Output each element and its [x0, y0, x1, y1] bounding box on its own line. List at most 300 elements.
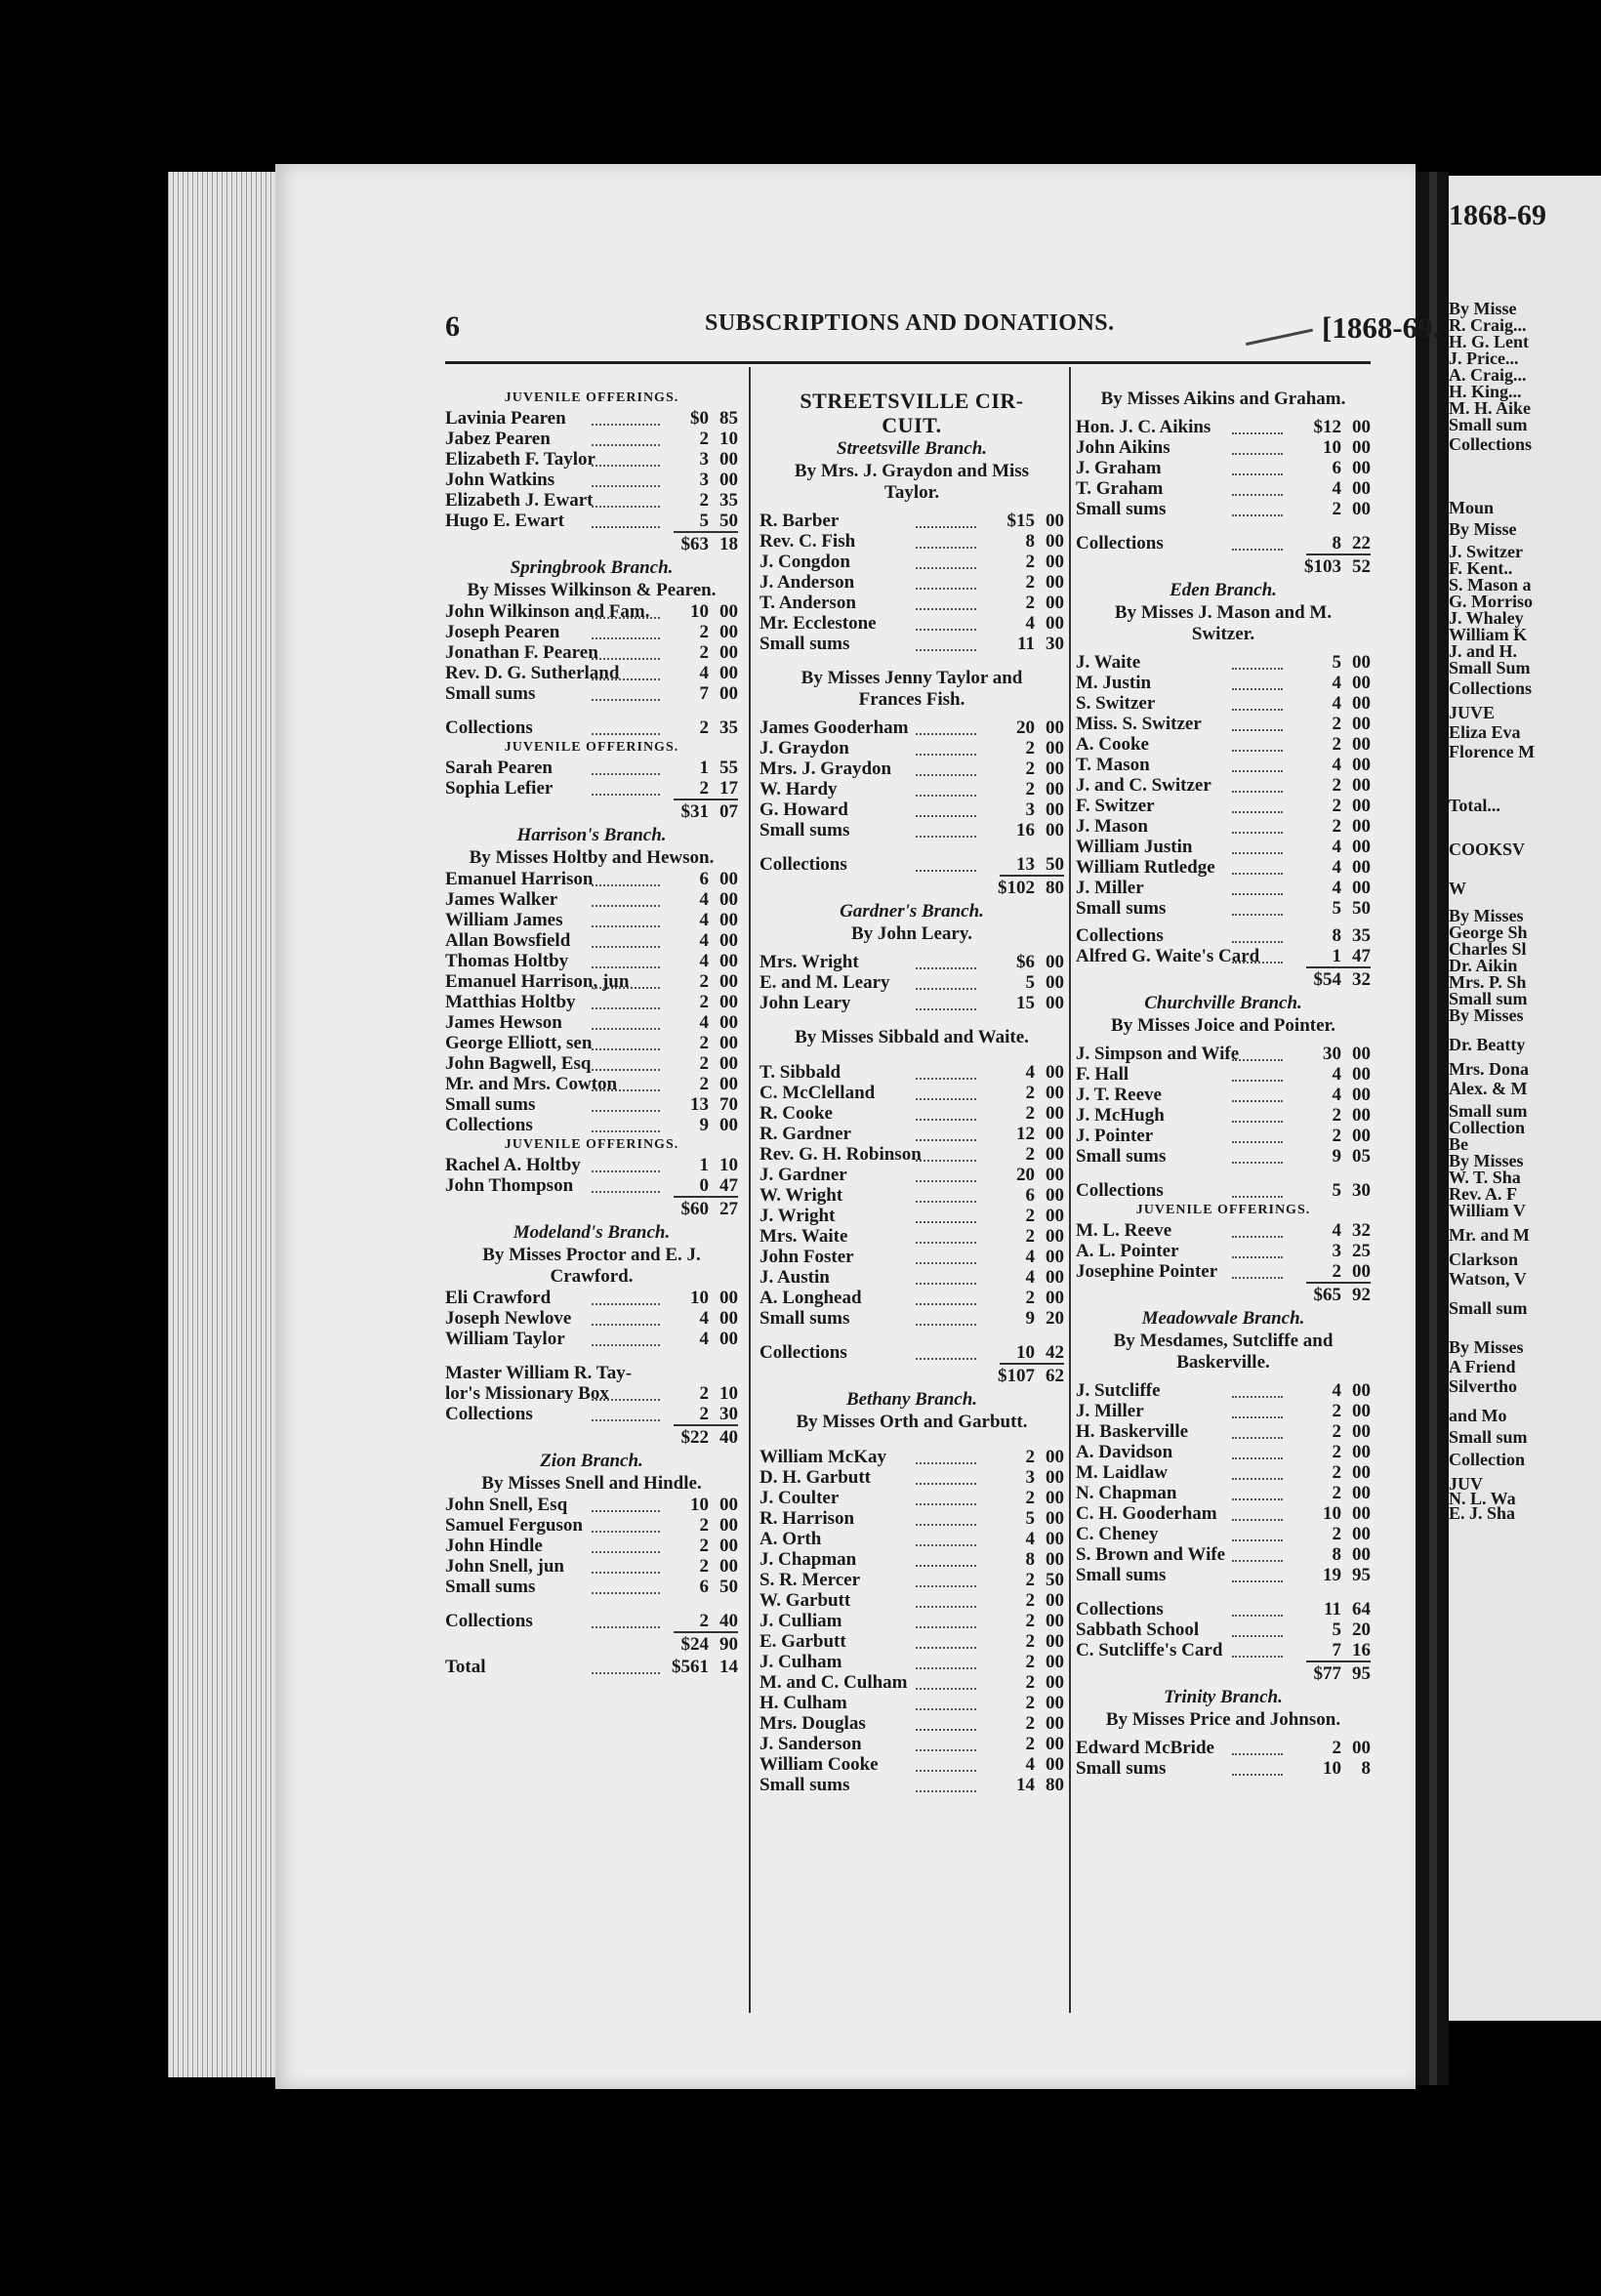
next-page-fragment: Be: [1449, 1134, 1468, 1154]
entry-cents: 00: [1046, 1165, 1064, 1185]
leader-dots: [592, 678, 660, 701]
leader-dots: [916, 506, 976, 528]
entry-dollars: 2: [699, 1033, 709, 1053]
entry-name: John Foster: [759, 1247, 854, 1267]
entry-dollars: 10: [690, 1495, 709, 1515]
subtotal-cents: 52: [1352, 556, 1371, 577]
entry-dollars: 5: [1025, 1508, 1035, 1529]
entry-name: Allan Bowsfield: [445, 930, 571, 951]
entry-row: [1076, 1044, 1371, 1064]
column-divider: [749, 367, 751, 2013]
leader-dots: [592, 1028, 660, 1050]
entry-dollars: 2: [699, 490, 709, 511]
subtotal-cents: 07: [719, 801, 738, 822]
entry-cents: 8: [1361, 1758, 1371, 1779]
leader-dots: [592, 864, 660, 886]
entry-dollars: 4: [699, 663, 709, 683]
leader-dots: [1232, 1539, 1283, 1562]
entry-cents: 00: [1352, 1401, 1371, 1421]
subtotal-cents: 18: [719, 534, 738, 554]
next-page-fragment: Small sum: [1449, 1298, 1528, 1318]
entry-row: [759, 613, 1064, 634]
leader-dots: [916, 1688, 976, 1710]
entry-name: W. Hardy: [759, 779, 838, 800]
entry-name: J. Wright: [759, 1206, 836, 1226]
entry-dollars: 3: [1025, 1467, 1035, 1488]
entry-cents: 00: [1046, 1508, 1064, 1529]
leader-dots: [916, 1647, 976, 1669]
entry-row: [445, 1115, 738, 1135]
entry-cents: 00: [1352, 1738, 1371, 1758]
entry-row: [1076, 1105, 1371, 1126]
entry-name: J. Coulter: [759, 1488, 840, 1508]
leader-dots: [592, 1551, 660, 1574]
entry-name: William McKay: [759, 1447, 886, 1467]
entry-row: [759, 1342, 1064, 1363]
next-page-fragment: Silvertho: [1449, 1376, 1517, 1396]
next-page-fragment: Mrs. P. Sh: [1449, 972, 1527, 992]
entry-row: [759, 1083, 1064, 1103]
entry-dollars: 9: [1332, 1146, 1341, 1167]
entry-dollars: 2: [1025, 572, 1035, 593]
subtotal-dollars: $102: [998, 878, 1035, 898]
next-page-fragment: A Friend: [1449, 1357, 1516, 1376]
entry-row: [445, 778, 738, 799]
leader-dots: [592, 1378, 660, 1401]
entry-name: John Snell, Esq: [445, 1495, 568, 1515]
entry-row: [1076, 1401, 1371, 1421]
next-page-fragment: Total...: [1449, 796, 1500, 815]
leader-dots: [1232, 893, 1283, 916]
entry-dollars: 20: [1016, 718, 1035, 738]
entry-dollars: 6: [1025, 1185, 1035, 1206]
leader-dots: [916, 1565, 976, 1587]
subtotal-cents: 90: [719, 1634, 738, 1655]
entry-name: Small sums: [1076, 898, 1167, 919]
collectors-line: Switzer.: [1191, 624, 1255, 644]
entry-name: Samuel Ferguson: [445, 1515, 583, 1536]
entry-name: James Gooderham: [759, 718, 909, 738]
entry-row: [1076, 775, 1371, 796]
entry-cents: 00: [1046, 1206, 1064, 1226]
entry-cents: 00: [719, 971, 738, 992]
leader-dots: [592, 658, 660, 680]
next-page-fragment: By Misses: [1449, 906, 1524, 925]
leader-dots: [592, 1399, 660, 1421]
entry-row: [759, 1206, 1064, 1226]
entry-row: [1076, 1599, 1371, 1620]
entry-row: [759, 634, 1064, 654]
entry-dollars: 2: [699, 1515, 709, 1536]
entry-row: [1076, 1738, 1371, 1758]
entry-dollars: 2: [1332, 1483, 1341, 1503]
entry-name: Collections: [445, 1611, 533, 1631]
entry-cents: 00: [1046, 972, 1064, 993]
next-page-fragment: JUVE: [1449, 703, 1496, 722]
entry-row: [759, 1103, 1064, 1124]
leader-dots: [592, 596, 660, 619]
entry-row: [759, 1165, 1064, 1185]
next-page-fragment: H. King...: [1449, 382, 1522, 401]
next-page-fragment: G. Morriso: [1449, 592, 1533, 611]
collectors-line: Frances Fish.: [858, 689, 965, 710]
entry-dollars: 2: [699, 971, 709, 992]
leader-dots: [1232, 1498, 1283, 1521]
pen-mark-icon: [1243, 315, 1313, 346]
entry-cents: 00: [1046, 552, 1064, 572]
next-page-fragment: H. G. Lent: [1449, 332, 1530, 351]
subtotal-cents: 95: [1352, 1663, 1371, 1684]
leader-dots: [916, 1483, 976, 1505]
next-page-fragment: William V: [1449, 1201, 1526, 1220]
entry-name: Small sums: [445, 1094, 536, 1115]
entry-row: [445, 1329, 738, 1349]
entry-row: [759, 1754, 1064, 1775]
entry-row: [1076, 1421, 1371, 1442]
leader-dots: [916, 1139, 976, 1162]
entry-name: John Thompson: [445, 1175, 574, 1196]
entry-cents: 35: [1352, 925, 1371, 946]
entry-dollars: 6: [699, 869, 709, 889]
juvenile-heading: JUVENILE OFFERINGS.: [504, 1137, 679, 1152]
entry-name: J. Austin: [759, 1267, 830, 1288]
entry-dollars: 30: [1323, 1044, 1341, 1064]
entry-cents: 00: [1352, 1085, 1371, 1105]
entry-row: [759, 1247, 1064, 1267]
entry-cents: 00: [1046, 1529, 1064, 1549]
next-page-fragment: Collections: [1449, 434, 1532, 454]
subtotal-dollars: $107: [998, 1366, 1035, 1386]
entry-cents: 00: [719, 642, 738, 663]
entry-name: M. Laidlaw: [1076, 1462, 1168, 1483]
subtotal-cents: 27: [719, 1199, 738, 1219]
branch-heading: Zion Branch.: [540, 1451, 643, 1471]
next-page-fragment: Dr. Aikin: [1449, 956, 1518, 975]
entry-name: J. Anderson: [759, 572, 855, 593]
subtotal-dollars: $65: [1313, 1285, 1341, 1305]
entry-dollars: 10: [1323, 1503, 1341, 1524]
entry-name: J. Culham: [759, 1652, 842, 1672]
entry-dollars: 3: [699, 470, 709, 490]
entry-cents: 47: [719, 1175, 738, 1196]
entry-row: [1076, 1640, 1371, 1660]
next-page-fragment: J. Whaley: [1449, 608, 1524, 628]
entry-row: [1076, 1241, 1371, 1261]
entry-row: [759, 1447, 1064, 1467]
entry-name: Mr. and Mrs. Cowton: [445, 1074, 618, 1094]
entry-name: William Justin: [1076, 837, 1193, 857]
subtotal-row: [1076, 1282, 1371, 1307]
entry-name: Mr. Ecclestone: [759, 613, 877, 634]
entry-row: [759, 993, 1064, 1013]
subtotal-dollars: $63: [680, 534, 709, 554]
entry-name: R. Harrison: [759, 1508, 855, 1529]
next-page-fragment: Clarkson: [1449, 1250, 1519, 1269]
entry-name: A. Davidson: [1076, 1442, 1173, 1462]
entry-name: Hugo E. Ewart: [445, 511, 564, 531]
entry-cents: 00: [719, 869, 738, 889]
entry-cents: 00: [1046, 1754, 1064, 1775]
entry-dollars: 2: [1332, 714, 1341, 734]
entry-dollars: 4: [1332, 478, 1341, 499]
next-page-fragment: Collection: [1449, 1450, 1525, 1469]
leader-dots: [1232, 1396, 1283, 1418]
leader-dots: [1232, 1416, 1283, 1439]
next-page-fragment: Watson, V: [1449, 1269, 1527, 1289]
entry-dollars: 2: [1332, 1442, 1341, 1462]
entry-cents: 00: [1046, 758, 1064, 779]
entry-name: Mrs. Waite: [759, 1226, 848, 1247]
entry-dollars: 2: [1025, 1488, 1035, 1508]
leader-dots: [1232, 432, 1283, 455]
collectors-line: By Misses J. Mason and M.: [1114, 602, 1333, 623]
collectors-line: Baskerville.: [1176, 1352, 1270, 1373]
entry-dollars: 2: [699, 778, 709, 799]
entry-dollars: 2: [699, 1383, 709, 1404]
leader-dots: [1232, 1039, 1283, 1061]
entry-cents: 00: [1352, 1105, 1371, 1126]
entry-name: M. L. Reeve: [1076, 1220, 1172, 1241]
entry-row: [1076, 1126, 1371, 1146]
subtotal-cents: 80: [1046, 878, 1064, 898]
leader-dots: [1232, 1560, 1283, 1582]
column-3: [1076, 389, 1371, 1779]
leader-dots: [916, 1057, 976, 1080]
entry-cents: 00: [719, 951, 738, 971]
entry-dollars: 4: [1332, 1064, 1341, 1085]
next-page-fragment: JUV: [1449, 1474, 1483, 1494]
entry-name: N. Chapman: [1076, 1483, 1177, 1503]
entry-cents: 00: [1046, 1652, 1064, 1672]
entry-dollars: 1: [699, 758, 709, 778]
entry-dollars: 10: [1016, 1342, 1035, 1363]
entry-cents: 20: [1352, 1620, 1371, 1640]
entry-cents: 00: [1046, 1062, 1064, 1083]
entry-dollars: 2: [1025, 758, 1035, 779]
entry-cents: 50: [1046, 854, 1064, 875]
entry-row: [1076, 533, 1371, 554]
entry-row: [1076, 1524, 1371, 1544]
leader-dots: [1232, 709, 1283, 731]
entry-dollars: 2: [1025, 1570, 1035, 1590]
entry-name: J. Miller: [1076, 1401, 1144, 1421]
leader-dots: [916, 1180, 976, 1203]
subtotal-row: [1076, 1660, 1371, 1686]
entry-row: [759, 1308, 1064, 1329]
entry-name: Collections: [445, 1115, 533, 1135]
entry-cents: 00: [1046, 738, 1064, 758]
entry-dollars: 0: [699, 1175, 709, 1196]
next-page-fragment: Small sum: [1449, 415, 1528, 434]
entry-row: [1076, 499, 1371, 519]
subtotal-dollars: $54: [1313, 969, 1341, 990]
next-page-fragment: Dr. Beatty: [1449, 1035, 1526, 1054]
entry-row: [759, 854, 1064, 875]
entry-cents: 00: [1046, 1083, 1064, 1103]
leader-dots: [916, 947, 976, 969]
entry-name: James Walker: [445, 889, 558, 910]
leader-dots: [1232, 941, 1283, 964]
entry-cents: 42: [1046, 1342, 1064, 1363]
entry-cents: 00: [719, 1308, 738, 1329]
entry-cents: 00: [719, 1495, 738, 1515]
next-page-fragment: COOKSV: [1449, 840, 1526, 859]
entry-name: John Hindle: [445, 1536, 543, 1556]
leader-dots: [592, 424, 660, 446]
page-number: 6: [445, 310, 460, 343]
leader-dots: [916, 754, 976, 776]
entry-row: [759, 1144, 1064, 1165]
entry-name: C. Cheney: [1076, 1524, 1159, 1544]
entry-dollars: 3: [1025, 800, 1035, 820]
entry-cents: 10: [719, 1155, 738, 1175]
leader-dots: [1232, 1080, 1283, 1102]
entry-cents: 00: [1352, 1503, 1371, 1524]
entry-cents: 00: [1046, 1185, 1064, 1206]
entry-cents: 85: [719, 408, 738, 429]
entry-name: William James: [445, 910, 563, 930]
entry-name: Hon. J. C. Aikins: [1076, 417, 1211, 437]
column-divider: [1069, 367, 1071, 2013]
subtotal-dollars: $22: [680, 1427, 709, 1448]
entry-dollars: 8: [1332, 925, 1341, 946]
leader-dots: [592, 987, 660, 1009]
entry-name: Rev. D. G. Sutherland: [445, 663, 620, 683]
year-text: [1868-69.: [1322, 310, 1441, 345]
leader-dots: [1232, 852, 1283, 875]
entry-row: [445, 718, 738, 738]
entry-name: E. Garbutt: [759, 1631, 846, 1652]
entry-name: Emanuel Harrison, jun: [445, 971, 630, 992]
entry-name: J. Graydon: [759, 738, 849, 758]
entry-cents: 00: [1352, 796, 1371, 816]
entry-dollars: 2: [1332, 816, 1341, 837]
entry-row: [1076, 673, 1371, 693]
leader-dots: [592, 713, 660, 735]
entry-dollars: 4: [699, 930, 709, 951]
entry-dollars: $15: [1006, 511, 1035, 531]
entry-cents: 00: [1046, 593, 1064, 613]
entry-cents: 05: [1352, 1146, 1371, 1167]
entry-row: [1076, 1380, 1371, 1401]
entry-name: Small sums: [759, 1308, 850, 1329]
leader-dots: [916, 1503, 976, 1526]
entry-cents: 00: [1352, 693, 1371, 714]
entry-cents: 40: [719, 1611, 738, 1631]
subtotal-dollars: $77: [1313, 1663, 1341, 1684]
leader-dots: [916, 1749, 976, 1772]
entry-name: John Aikins: [1076, 437, 1170, 458]
entry-cents: 00: [1046, 1226, 1064, 1247]
entry-name: J. T. Reeve: [1076, 1085, 1162, 1105]
spacer: [1076, 645, 1371, 652]
entry-cents: 00: [1352, 1261, 1371, 1282]
entry-dollars: 2: [699, 1556, 709, 1577]
entry-name: J. McHugh: [1076, 1105, 1165, 1126]
entry-cents: 10: [719, 1383, 738, 1404]
leader-dots: [592, 1510, 660, 1533]
entry-dollars: 8: [1025, 1549, 1035, 1570]
subtotal-row: [445, 1424, 738, 1450]
entry-row: [1076, 1462, 1371, 1483]
entry-dollars: $561: [672, 1657, 709, 1677]
entry-cents: 17: [719, 778, 738, 799]
leader-dots: [592, 1048, 660, 1071]
leader-dots: [916, 967, 976, 990]
leader-dots: [916, 1098, 976, 1121]
entry-dollars: 14: [1016, 1775, 1035, 1795]
entry-name: Small sums: [445, 683, 536, 704]
entry-cents: 00: [1352, 775, 1371, 796]
entry-cents: 00: [1352, 837, 1371, 857]
spacer: [1076, 519, 1371, 533]
entry-name: Matthias Holtby: [445, 992, 576, 1012]
entry-dollars: 4: [1025, 1754, 1035, 1775]
entry-row: [759, 1631, 1064, 1652]
next-page-fragment: Small sum: [1449, 989, 1528, 1008]
next-page-fragment: J. Switzer: [1449, 542, 1523, 561]
leader-dots: [916, 1221, 976, 1244]
entry-name: W. Garbutt: [759, 1590, 851, 1611]
entry-row: [1076, 1220, 1371, 1241]
entry-dollars: 2: [1025, 552, 1035, 572]
entry-row: [445, 1577, 738, 1597]
entry-cents: 25: [1352, 1241, 1371, 1261]
entry-name: Total: [445, 1657, 486, 1677]
entry-row: [759, 593, 1064, 613]
leader-dots: [1232, 1753, 1283, 1776]
next-page-fragment: William K: [1449, 625, 1528, 644]
leader-dots: [1232, 1236, 1283, 1258]
leader-dots: [1232, 1635, 1283, 1658]
entry-cents: 20: [1046, 1308, 1064, 1329]
entry-name: H. Culham: [759, 1693, 847, 1713]
entry-cents: 00: [1046, 572, 1064, 593]
entry-cents: 00: [1046, 993, 1064, 1013]
subtotal-row: [1076, 554, 1371, 579]
entry-row: [759, 1185, 1064, 1206]
entry-name: William Cooke: [759, 1754, 879, 1775]
entry-name: Jonathan F. Pearen: [445, 642, 598, 663]
entry-row: [759, 1488, 1064, 1508]
entry-cents: 00: [1352, 437, 1371, 458]
entry-cents: 00: [1352, 1544, 1371, 1565]
entry-dollars: 2: [1332, 1462, 1341, 1483]
next-page-fragment: A. Craig...: [1449, 365, 1527, 385]
entry-dollars: 8: [1025, 531, 1035, 552]
leader-dots: [916, 1283, 976, 1305]
leader-dots: [916, 774, 976, 797]
entry-dollars: 2: [699, 992, 709, 1012]
entry-dollars: 4: [699, 910, 709, 930]
leader-dots: [916, 1442, 976, 1464]
leader-dots: [1232, 832, 1283, 854]
entry-dollars: 4: [1025, 1247, 1035, 1267]
leader-dots: [1232, 1594, 1283, 1617]
entry-name: D. H. Garbutt: [759, 1467, 871, 1488]
entry-cents: 47: [1352, 946, 1371, 966]
entry-row: [759, 800, 1064, 820]
entry-dollars: 1: [1332, 946, 1341, 966]
entry-row: [445, 511, 738, 531]
entry-dollars: 2: [1025, 738, 1035, 758]
entry-cents: 00: [1352, 1442, 1371, 1462]
collectors-line: By Misses Price and Johnson.: [1105, 1709, 1341, 1730]
entry-dollars: 4: [1332, 837, 1341, 857]
entry-name: Mrs. Douglas: [759, 1713, 866, 1734]
entry-name: John Snell, jun: [445, 1556, 564, 1577]
entry-dollars: 13: [1016, 854, 1035, 875]
